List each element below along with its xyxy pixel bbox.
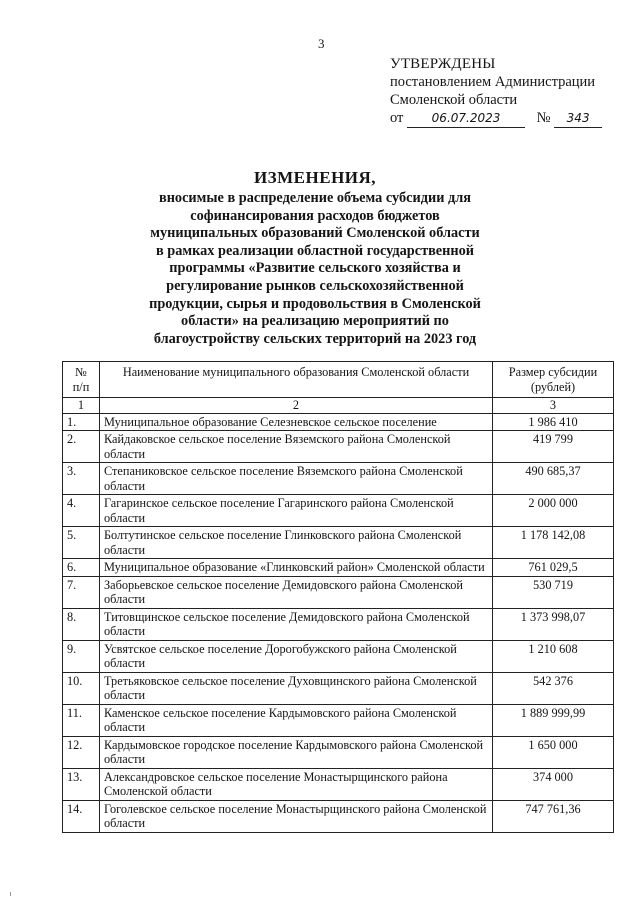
row-amount: 419 799 bbox=[493, 431, 614, 463]
row-number: 3. bbox=[63, 463, 100, 495]
heading-title: ИЗМЕНЕНИЯ, bbox=[253, 168, 377, 187]
row-number: 11. bbox=[63, 704, 100, 736]
row-name: Муниципальное образование Селезневское сельское поселение bbox=[100, 413, 493, 431]
row-amount: 490 685,37 bbox=[493, 463, 614, 495]
handwritten-number: 343 bbox=[554, 109, 602, 128]
row-amount: 374 000 bbox=[493, 768, 614, 800]
row-amount: 761 029,5 bbox=[493, 559, 614, 577]
table-body bbox=[63, 413, 614, 832]
scan-mark bbox=[10, 892, 15, 896]
page-number: 3 bbox=[318, 36, 325, 51]
row-number: 5. bbox=[63, 527, 100, 559]
table-row bbox=[63, 413, 614, 431]
row-amount: 2 000 000 bbox=[493, 495, 614, 527]
table-row bbox=[63, 527, 614, 559]
header-amount: Размер субсидии (рублей) bbox=[493, 362, 614, 398]
row-number: 14. bbox=[63, 800, 100, 832]
table-row bbox=[63, 495, 614, 527]
row-name: Усвятское сельское поселение Дорогобужского района Смоленской области bbox=[100, 640, 493, 672]
row-amount: 1 986 410 bbox=[493, 413, 614, 431]
row-amount: 530 719 bbox=[493, 576, 614, 608]
table-row bbox=[63, 431, 614, 463]
row-name: Гагаринское сельское поселение Гагаринского района Смоленской области bbox=[100, 495, 493, 527]
row-number: 10. bbox=[63, 672, 100, 704]
row-name: Гоголевское сельское поселение Монастырщинского района Смоленской области bbox=[100, 800, 493, 832]
row-name: Кайдаковское сельское поселение Вяземского района Смоленской области bbox=[100, 431, 493, 463]
table-row bbox=[63, 736, 614, 768]
table-row bbox=[63, 768, 614, 800]
number-prefix: № bbox=[536, 110, 551, 126]
column-index: 2 bbox=[100, 398, 493, 414]
table-row bbox=[63, 463, 614, 495]
approval-line-1: постановлением Администрации bbox=[390, 74, 596, 90]
table-row bbox=[63, 608, 614, 640]
row-name: Каменское сельское поселение Кардымовского района Смоленской области bbox=[100, 704, 493, 736]
row-amount: 542 376 bbox=[493, 672, 614, 704]
row-name: Заборьевское сельское поселение Демидовского района Смоленской области bbox=[100, 576, 493, 608]
table-row bbox=[63, 576, 614, 608]
table-row bbox=[63, 640, 614, 672]
subsidy-table bbox=[62, 361, 614, 833]
handwritten-date: 06.07.2023 bbox=[407, 109, 525, 128]
row-number: 2. bbox=[63, 431, 100, 463]
row-amount: 1 650 000 bbox=[493, 736, 614, 768]
row-number: 9. bbox=[63, 640, 100, 672]
approval-title: УТВЕРЖДЕНЫ bbox=[390, 56, 496, 72]
row-number: 1. bbox=[63, 413, 100, 431]
table-row bbox=[63, 672, 614, 704]
column-index-row bbox=[63, 398, 614, 414]
row-name: Болтутинское сельское поселение Глинковского района Смоленской области bbox=[100, 527, 493, 559]
row-amount: 1 178 142,08 bbox=[493, 527, 614, 559]
table-header-row bbox=[63, 362, 614, 398]
approval-block bbox=[390, 55, 602, 128]
row-name: Титовщинское сельское поселение Демидовского района Смоленской области bbox=[100, 608, 493, 640]
table-row bbox=[63, 559, 614, 577]
row-number: 8. bbox=[63, 608, 100, 640]
row-name: Кардымовское городское поселение Кардымовского района Смоленской области bbox=[100, 736, 493, 768]
row-name: Муниципальное образование «Глинковский район» Смоленской области bbox=[100, 559, 493, 577]
row-name: Степаниковское сельское поселение Вяземского района Смоленской области bbox=[100, 463, 493, 495]
approval-line-2: Смоленской области bbox=[390, 92, 518, 108]
row-name: Александровское сельское поселение Монастырщинского района Смоленской области bbox=[100, 768, 493, 800]
row-number: 7. bbox=[63, 576, 100, 608]
approval-date-line bbox=[390, 109, 602, 128]
heading-subtitle: вносимые в распределение объема субсидии для софинансирования расходов бюджетов муниципальных образований Смоленской области в рамках реализации областной государственной программы «Развитие сельского хозяйства и регулирование рынков сельскохозяйственной продукции, сырья и продовольствия в Смоленской области» на реализацию мероприятий по благоустройству сельских территорий на 2023 год bbox=[149, 190, 481, 347]
table-row bbox=[63, 800, 614, 832]
row-number: 12. bbox=[63, 736, 100, 768]
row-number: 13. bbox=[63, 768, 100, 800]
row-amount: 1 373 998,07 bbox=[493, 608, 614, 640]
header-num: № п/п bbox=[63, 362, 100, 398]
row-amount: 1 210 608 bbox=[493, 640, 614, 672]
row-amount: 1 889 999,99 bbox=[493, 704, 614, 736]
row-number: 4. bbox=[63, 495, 100, 527]
header-name: Наименование муниципального образования Смоленской области bbox=[100, 362, 493, 398]
row-number: 6. bbox=[63, 559, 100, 577]
date-prefix: от bbox=[390, 110, 404, 126]
row-amount: 747 761,36 bbox=[493, 800, 614, 832]
table-row bbox=[63, 704, 614, 736]
row-name: Третьяковское сельское поселение Духовщинского района Смоленской области bbox=[100, 672, 493, 704]
column-index: 1 bbox=[63, 398, 100, 414]
column-index: 3 bbox=[493, 398, 614, 414]
document-heading bbox=[110, 168, 520, 348]
